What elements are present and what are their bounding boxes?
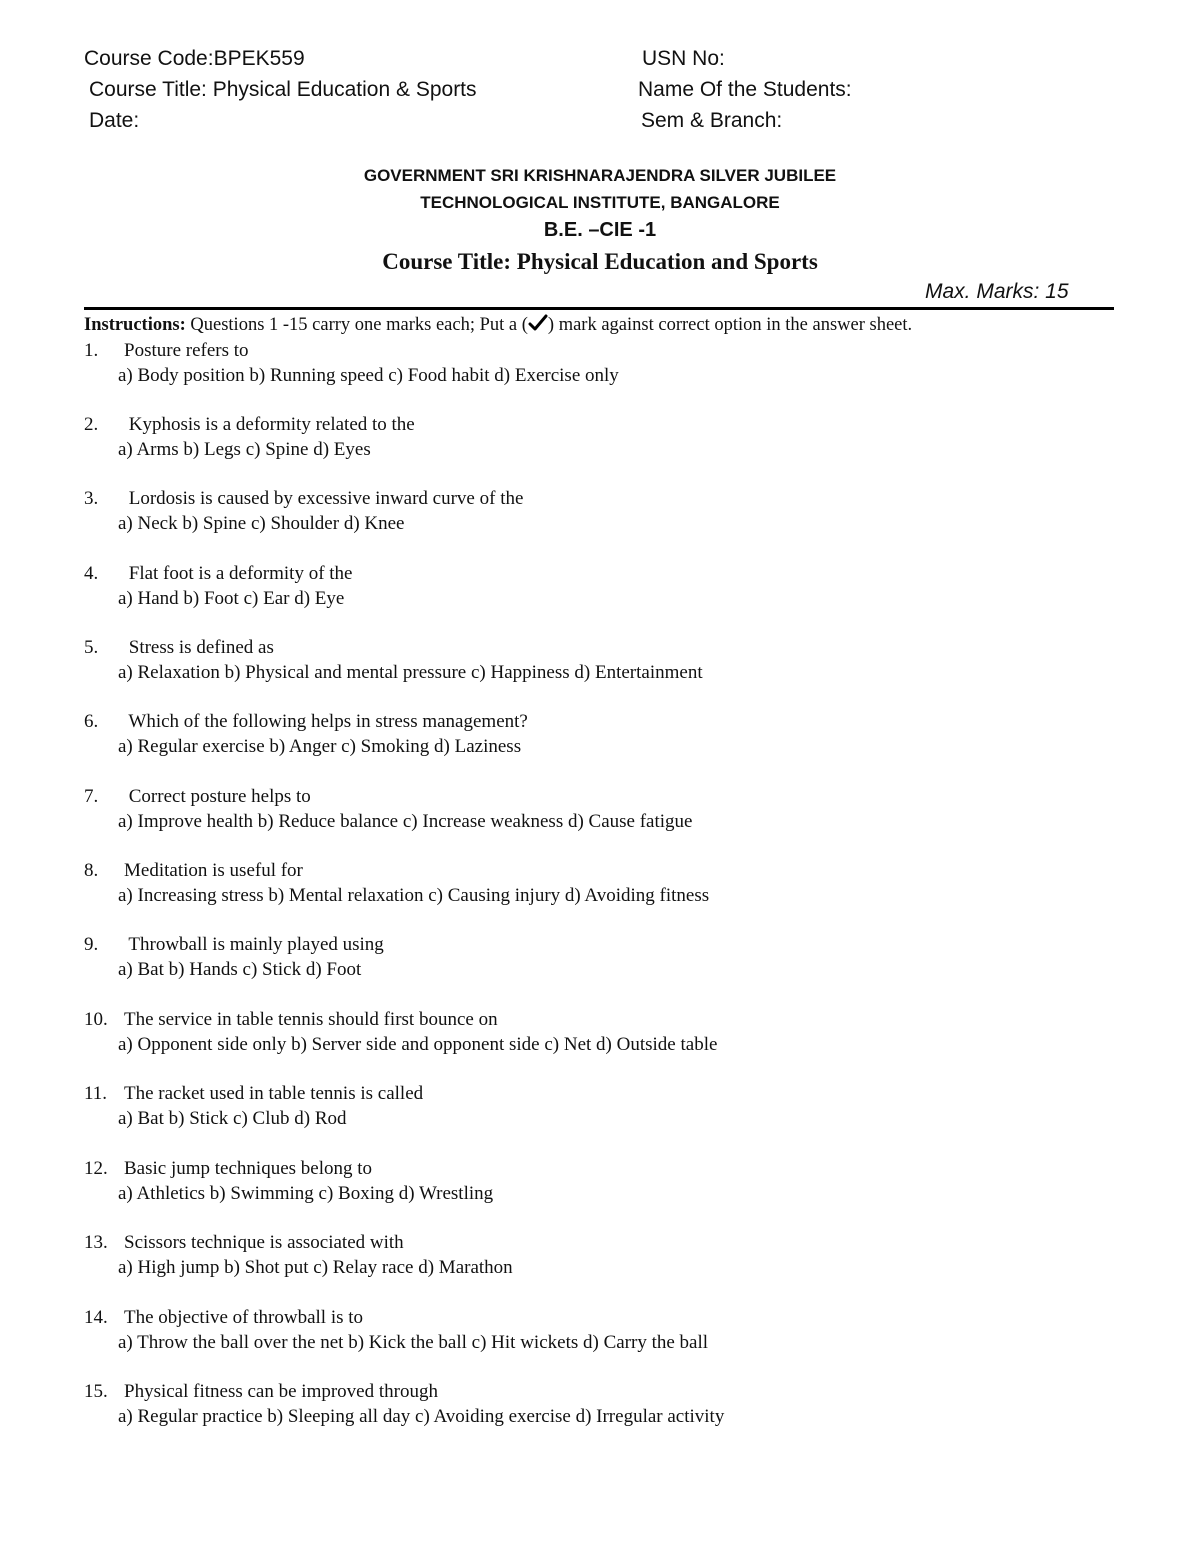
question-2 [84,412,415,462]
question-number: 15. [84,1381,108,1402]
course-title-header: Course Title: Physical Education & Sports [89,78,477,101]
question-12 [84,1156,493,1206]
question-number: 2. [84,414,99,435]
max-marks: Max. Marks: 15 [925,280,1069,303]
question-stem: Basic jump techniques belong to [124,1158,373,1179]
question-8 [84,858,709,908]
question-options: a) Bat b) Stick c) Club d) Rod [118,1108,347,1129]
question-stem: The service in table tennis should first bounce on [124,1009,498,1030]
instructions-text-after: ) mark against correct option in the answer sheet. [547,315,913,335]
question-stem: Stress is defined as [124,637,274,658]
question-number: 6. [84,711,99,732]
question-14 [84,1305,708,1355]
question-stem: Meditation is useful for [124,860,303,881]
question-5 [84,635,703,685]
question-options: a) Neck b) Spine c) Shoulder d) Knee [118,513,405,534]
question-stem: Physical fitness can be improved through [124,1381,438,1402]
question-number: 5. [84,637,99,658]
exam-title: B.E. –CIE -1 [543,219,657,241]
question-stem: Which of the following helps in stress management? [124,711,528,732]
question-number: 14. [84,1307,108,1328]
question-options: a) Regular exercise b) Anger c) Smoking d) Laziness [118,736,522,757]
course-code: Course Code:BPEK559 [84,47,305,70]
question-options: a) Bat b) Hands c) Stick d) Foot [118,959,362,980]
question-options: a) Hand b) Foot c) Ear d) Eye [118,588,345,609]
question-9 [84,932,384,982]
question-options: a) High jump b) Shot put c) Relay race d) Marathon [118,1257,513,1278]
sem-branch-label: Sem & Branch: [641,109,783,132]
question-3 [84,486,523,536]
question-options: a) Athletics b) Swimming c) Boxing d) Wrestling [118,1183,494,1204]
question-number: 7. [84,786,99,807]
question-stem: Correct posture helps to [124,786,311,807]
question-7 [84,784,692,834]
institute-name-line1: GOVERNMENT SRI KRISHNARAJENDRA SILVER JUBILEE [363,166,837,185]
question-stem: Kyphosis is a deformity related to the [124,414,415,435]
question-6 [84,709,528,759]
question-options: a) Arms b) Legs c) Spine d) Eyes [118,439,371,460]
question-options: a) Relaxation b) Physical and mental pressure c) Happiness d) Entertainment [118,662,703,683]
question-number: 3. [84,488,99,509]
question-options: a) Regular practice b) Sleeping all day c) Avoiding exercise d) Irregular activity [118,1406,725,1427]
question-number: 4. [84,563,99,584]
usn-label: USN No: [642,47,725,70]
question-options: a) Increasing stress b) Mental relaxation c) Causing injury d) Avoiding fitness [118,885,710,906]
date-label: Date: [89,109,140,132]
institute-name-line2: TECHNOLOGICAL INSTITUTE, BANGALORE [420,193,780,212]
question-stem: Posture refers to [124,340,249,361]
question-stem: Lordosis is caused by excessive inward curve of the [124,488,524,509]
checkmark-icon [528,313,548,333]
question-number: 11. [84,1083,108,1104]
divider-rule [84,307,1114,310]
question-number: 10. [84,1009,108,1030]
question-stem: Throwball is mainly played using [124,934,384,955]
question-number: 9. [84,934,99,955]
question-11 [84,1081,423,1131]
instructions-text-before: Questions 1 -15 carry one marks each; Put a ( [185,315,528,335]
question-number: 1. [84,340,99,361]
question-options: a) Opponent side only b) Server side and opponent side c) Net d) Outside table [118,1034,718,1055]
instructions [84,313,912,336]
question-stem: Flat foot is a deformity of the [124,563,353,584]
instructions-label: Instructions: [84,315,186,335]
question-13 [84,1230,513,1280]
question-options: a) Body position b) Running speed c) Food habit d) Exercise only [118,365,619,386]
question-15 [84,1379,724,1429]
question-stem: The objective of throwball is to [124,1307,364,1328]
question-options: a) Improve health b) Reduce balance c) Increase weakness d) Cause fatigue [118,811,693,832]
course-title: Course Title: Physical Education and Sports [382,249,818,274]
question-stem: Scissors technique is associated with [124,1232,404,1253]
question-number: 12. [84,1158,108,1179]
question-4 [84,561,352,611]
question-number: 13. [84,1232,108,1253]
question-1 [84,338,619,388]
question-10 [84,1007,717,1057]
question-number: 8. [84,860,99,881]
question-options: a) Throw the ball over the net b) Kick the ball c) Hit wickets d) Carry the ball [118,1332,709,1353]
question-stem: The racket used in table tennis is called [124,1083,424,1104]
student-name-label: Name Of the Students: [638,78,852,101]
